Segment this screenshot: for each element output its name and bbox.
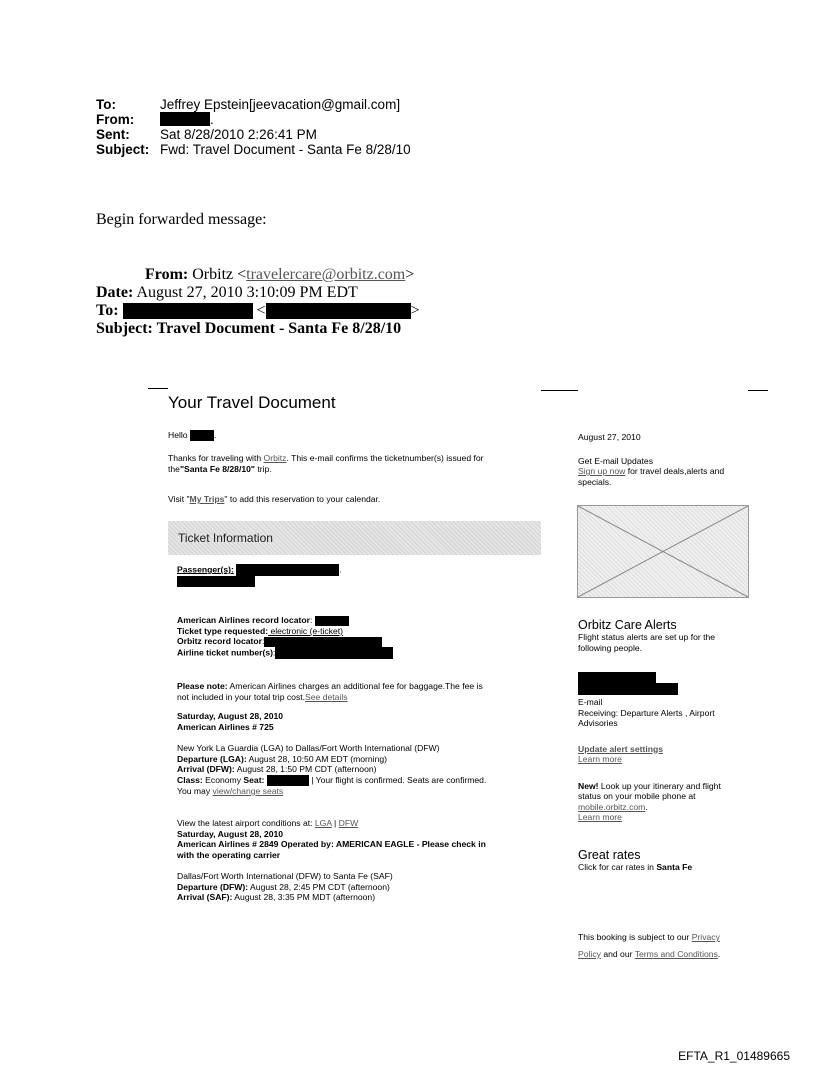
ticket-info-title: Ticket Information (178, 531, 273, 545)
to-value: Jeffrey Epstein[jeevacation@gmail.com] (160, 97, 401, 112)
flight2-header: Saturday, August 28, 2010 American Airlines # 2849 Operated by: AMERICAN EAGLE - Please check in with the operating carrier (177, 829, 547, 861)
forward-to-label: To: (96, 302, 119, 319)
sidebar-date: August 27, 2010 (578, 432, 641, 442)
sidebar (578, 432, 753, 487)
forward-subject-value: Travel Document - Santa Fe 8/28/10 (156, 320, 402, 337)
see-details-link[interactable]: See details (305, 691, 348, 702)
hello-text: Hello (168, 430, 188, 440)
forward-subject-label: Subject: (96, 320, 153, 337)
subject-value: Fwd: Travel Document - Santa Fe 8/28/10 (160, 142, 411, 157)
divider (541, 390, 578, 391)
mobile-orbitz-link[interactable]: mobile.orbitz.com (578, 801, 646, 812)
sent-value: Sat 8/28/2010 2:26:41 PM (160, 127, 317, 142)
forward-from-line: From: Orbitz <travelercare@orbitz.com> (145, 266, 415, 283)
redaction-block (275, 647, 393, 659)
flight1-header (177, 711, 547, 732)
receiving-text: Receiving: Departure Alerts , Airport Advisories (578, 707, 715, 728)
image-placeholder-icon (578, 506, 748, 597)
redaction-block (190, 430, 214, 441)
forward-from-email-link[interactable]: travelercare@orbitz.com (246, 266, 406, 283)
redaction-block (236, 564, 339, 576)
learn-more-link[interactable]: Learn more (578, 754, 622, 764)
aa-locator-line: American Airlines record locator: (177, 615, 547, 626)
flight1-number: American Airlines # 725 (177, 721, 274, 732)
signup-text: Sign up now for travel deals,alerts and specials. (578, 466, 725, 487)
redaction-block (315, 616, 349, 626)
flight2-details: Dallas/Fort Worth International (DFW) to Santa Fe (SAF) Departure (DFW): August 28, 2:45 PM CDT (afternoon) Arrival (SAF): August 28, 3:35 PM MDT (afternoon) (177, 871, 547, 903)
doc-id: EFTA_R1_01489665 (678, 1049, 790, 1063)
divider (748, 390, 768, 391)
baggage-note: Please note: American Airlines charges an additional fee for baggage.The fee is not included in your total trip cost.See details (177, 681, 483, 702)
flight2-number: American Airlines # 2849 Operated by: AMERICAN EAGLE - Please check in (177, 839, 486, 850)
subject-label: Subject: (96, 142, 150, 157)
my-trips-link[interactable]: My Trips (189, 494, 225, 505)
care-title: Orbitz Care Alerts (578, 618, 677, 632)
view-change-seats-link[interactable]: view/change seats (212, 785, 284, 796)
care-alerts (578, 618, 753, 653)
care-text: Flight status alerts are set up for the following people. (578, 632, 716, 653)
ticket-info-body (177, 564, 547, 903)
airline-ticket-line: Airline ticket number(s): (177, 647, 547, 659)
learn-more-link-2[interactable]: Learn more (578, 812, 622, 822)
email-header: To: Jeffrey Epstein[jeevacation@gmail.com] From: . Sent: Sat 8/28/2010 2:26:41 PM Subject: Fwd: Travel Document - Santa Fe 8/28/10 (96, 97, 411, 157)
update-alert-settings-link[interactable]: Update alert settings (578, 743, 664, 754)
lga-link[interactable]: LGA (314, 818, 332, 829)
forward-to-line: To: < > (96, 302, 420, 319)
forward-date-value: August 27, 2010 3:10:09 PM EDT (136, 284, 358, 301)
to-label: To: (96, 97, 116, 112)
ticket-info-header (168, 521, 541, 555)
privacy-link[interactable]: Privacy (691, 932, 720, 942)
flight2-date: Saturday, August 28, 2010 (177, 828, 284, 839)
terms-link[interactable]: Terms and Conditions (634, 949, 718, 959)
divider (148, 388, 168, 389)
ad-image-placeholder (577, 505, 749, 598)
redaction-block (266, 303, 411, 319)
redaction-block (578, 683, 678, 695)
ticket-type-line: Ticket type requested: electronic (e-ticket) (177, 625, 344, 636)
trip-name: "Santa Fe 8/28/10" (179, 463, 255, 474)
flight1-route: New York La Guardia (LGA) to Dallas/Fort Worth International (DFW) (177, 743, 440, 754)
dfw-link[interactable]: DFW (338, 818, 359, 829)
sent-label: Sent: (96, 127, 130, 142)
alert-settings (578, 697, 758, 823)
thanks-text: Thanks for traveling with Orbitz. This e-mail confirms the ticketnumber(s) issued for the"Santa Fe 8/28/10" trip. (168, 453, 484, 474)
flight2-route: Dallas/Fort Worth International (DFW) to Santa Fe (SAF) (177, 871, 393, 882)
passengers-label: Passenger(s): (177, 564, 234, 575)
sign-up-link[interactable]: Sign up now (578, 466, 626, 476)
redaction-block (264, 637, 382, 647)
forward-date-label: Date: (96, 284, 134, 301)
booking-terms: This booking is subject to our Privacy Policy and our Terms and Conditions. (578, 932, 721, 959)
mobile-text: New! Look up your itinerary and flight status on your mobile phone at mobile.orbitz.com. (578, 780, 721, 812)
forward-date-line (96, 284, 358, 302)
forward-from-name: Orbitz (192, 266, 234, 283)
rates-title: Great rates (578, 848, 641, 862)
passengers-line: Passenger(s): . (177, 564, 342, 575)
flight1-class-line: Class: Economy Seat: | Your flight is confirmed. Seats are confirmed. (177, 774, 487, 785)
forward-intro: Begin forwarded message: (96, 211, 267, 228)
from-label: From: (96, 112, 135, 127)
doc-title: Your Travel Document (168, 393, 336, 412)
visit-text: Visit "My Trips" to add this reservation to your calendar. (168, 494, 381, 505)
forward-subject-line (96, 320, 401, 338)
flight1-details: New York La Guardia (LGA) to Dallas/Fort Worth International (DFW) Departure (LGA): August 28, 10:50 AM EDT (morning) Arrival (DFW): August 28, 1:50 PM CDT (afternoon) Class: Economy Seat: | Your flight is confirmed. Seats are confirmed. You may view/change seats (177, 743, 547, 796)
redaction-block (160, 112, 210, 126)
flight1-date: Saturday, August 28, 2010 (177, 711, 284, 722)
redaction-block (177, 576, 255, 587)
orbitz-link[interactable]: Orbitz (263, 453, 287, 464)
forward-from-label: From: (145, 266, 189, 283)
updates-title: Get E-mail Updates (578, 455, 653, 466)
rates-city: Santa Fe (656, 862, 693, 872)
policy-link[interactable]: Policy (578, 949, 601, 959)
rates-text: Click for car rates in Santa Fe (578, 862, 693, 872)
main-column (168, 430, 548, 505)
great-rates (578, 848, 758, 873)
redaction-block (123, 303, 253, 319)
hello-line: Hello . (168, 430, 217, 440)
redaction-block (267, 775, 309, 786)
airport-conditions: View the latest airport conditions at: LGA | DFW (177, 818, 359, 829)
orbitz-locator-line: Orbitz record locator: (177, 636, 547, 647)
email-label: E-mail (578, 697, 603, 707)
